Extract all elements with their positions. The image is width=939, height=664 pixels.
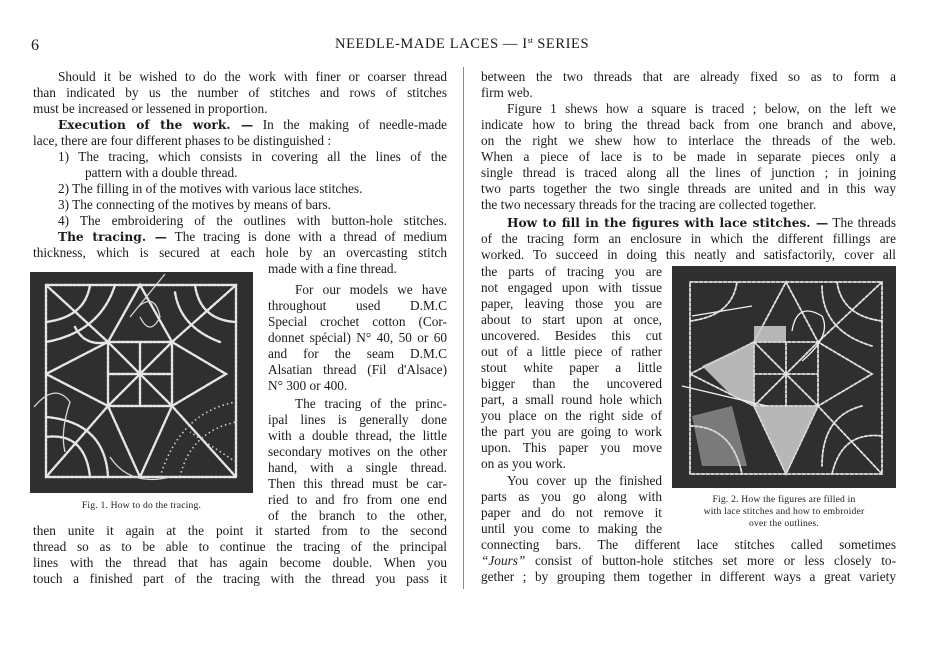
paragraph-line: stout white paper a little bbox=[481, 360, 662, 375]
paragraph-line: Alsatian thread (Fil d'Alsace) bbox=[268, 362, 447, 377]
paragraph-line: worked. To succeed in doing this neatly and satisfactorily, cover all bbox=[481, 247, 896, 262]
figure-2-caption bbox=[672, 494, 896, 530]
paragraph-line: indicate how to bring the thread back from one branch and above, bbox=[481, 117, 896, 132]
paragraph-line: paper and do not remove it bbox=[481, 505, 662, 520]
paragraph-line: The tracing of the princ- bbox=[295, 396, 447, 411]
heading-tracing: The tracing. — bbox=[58, 230, 167, 244]
paragraph-line bbox=[507, 215, 896, 231]
figure-2-drawing bbox=[672, 266, 896, 488]
paragraph-line: When a piece of lace is to be made in separate pieces only a bbox=[481, 149, 896, 164]
paragraph-line: Should it be wished to do the work with finer or coarser thread bbox=[58, 69, 447, 84]
paragraph-line: two parts together the two single threads are united and in this way bbox=[481, 181, 896, 196]
paragraph-line: parts as you go along with bbox=[481, 489, 662, 504]
series-word: SERIES bbox=[537, 36, 590, 52]
running-title-text: NEEDLE-MADE LACES — bbox=[335, 36, 518, 52]
paragraph-line: single thread is traced along all the lines of junction ; in joining bbox=[481, 165, 896, 180]
heading-execution: Execution of the work. — bbox=[58, 118, 254, 132]
paragraph-line: until you come to making the bbox=[481, 521, 662, 536]
paragraph-line: the two necessary threads for the tracing are collected together. bbox=[481, 197, 817, 212]
list-item-continuation: pattern with a double thread. bbox=[85, 165, 238, 180]
paragraph-line: firm web. bbox=[481, 85, 533, 100]
paragraph-line: gether ; by grouping them together in different ways a great variety bbox=[481, 569, 896, 584]
paragraph-line: on as you work. bbox=[481, 456, 566, 471]
paragraph-line: thickness, which is secured at each hole by an overcasting stitch bbox=[33, 245, 447, 260]
paragraph-line: of the tracing form an enclosure in which the different fillings are bbox=[481, 231, 896, 246]
paragraph-line: connecting bars. The different lace stitches called sometimes bbox=[481, 537, 896, 552]
paragraph-line: bigger than the uncovered bbox=[481, 376, 662, 391]
paragraph-line: Then this thread must be car- bbox=[268, 476, 447, 491]
lace-stitch-fillings bbox=[692, 326, 818, 474]
paragraph-line bbox=[58, 229, 447, 245]
heading-fill: How to fill in the figures with lace stitches. — bbox=[507, 216, 829, 230]
paragraph-line: made with a fine thread. bbox=[268, 261, 397, 276]
paragraph-line: out of a little piece of rather bbox=[481, 344, 662, 359]
running-title bbox=[335, 36, 589, 53]
paragraph-line: upon. This paper you move bbox=[481, 440, 662, 455]
figure-1-tracing-image bbox=[30, 272, 253, 493]
line-text: The threads bbox=[832, 215, 896, 230]
paragraph-line: lace, there are four different phases to be distinguished : bbox=[33, 133, 332, 148]
line-text: In the making of needle-made bbox=[262, 117, 447, 132]
paragraph-line: of the branch to the other, bbox=[268, 508, 447, 523]
paragraph-line: and for the seam D.M.C bbox=[268, 346, 447, 361]
paragraph-line: uncovered. Besides this cut bbox=[481, 328, 662, 343]
paragraph-line: Figure 1 shews how a square is traced ; below, on the left we bbox=[507, 101, 896, 116]
list-item: 2) The filling in of the motives with various lace stitches. bbox=[58, 181, 363, 196]
list-item: 4) The embroidering of the outlines with button-hole stitches. bbox=[58, 213, 447, 228]
paragraph-line: you place on the right side of bbox=[481, 408, 662, 423]
paragraph-line: ried to and fro from one end bbox=[268, 492, 447, 507]
line-text: The tracing is done with a thread of medium bbox=[174, 229, 447, 244]
paragraph-line: the part you are going to work bbox=[481, 424, 662, 439]
paragraph-line: on the right we shew how to interlace the threads of the web. bbox=[481, 133, 896, 148]
list-item: 1) The tracing, which consists in covering all the lines of the bbox=[58, 149, 447, 164]
series-superscript: st bbox=[527, 36, 533, 45]
paragraph-line: lines with the thread that has again become double. When you bbox=[33, 555, 447, 570]
paragraph-line: part, a small round hole which bbox=[481, 392, 662, 407]
figure-2-caption-line: over the outlines. bbox=[749, 518, 819, 529]
paragraph-line: with a double thread, the little bbox=[268, 428, 447, 443]
figure-1-caption: Fig. 1. How to do the tracing. bbox=[81, 500, 202, 511]
paragraph-line: about to start upon at once, bbox=[481, 312, 662, 327]
paragraph-line: between the two threads that are already fixed so as to form a bbox=[481, 69, 896, 84]
series-numeral: I bbox=[522, 36, 528, 52]
column-divider bbox=[463, 67, 464, 589]
figure-2-filling-image bbox=[672, 266, 896, 488]
paragraph-line: paper, leaving those you are bbox=[481, 296, 662, 311]
jours-term: “Jours” bbox=[481, 553, 526, 568]
paragraph-line: than indicated by us the number of stitches and rows of stitches bbox=[33, 85, 447, 100]
figure-2-caption-line: Fig. 2. How the figures are filled in bbox=[712, 494, 856, 505]
list-item: 3) The connecting of the motives by means of bars. bbox=[58, 197, 332, 212]
page-number: 6 bbox=[31, 37, 39, 54]
paragraph-line: must be increased or lessened in proportion. bbox=[33, 101, 268, 116]
paragraph-line: You cover up the finished bbox=[507, 473, 662, 488]
line-text: consist of button-hole stitches set more or less closely to- bbox=[534, 553, 896, 568]
paragraph-line: donnet spécial) N° 40, 50 or 60 bbox=[268, 330, 447, 345]
paragraph-line bbox=[58, 117, 447, 133]
paragraph-line: then unite it again at the point it started from to the second bbox=[33, 523, 447, 538]
paragraph-line: secondary motives on the other bbox=[268, 444, 447, 459]
figure-2-caption-line: with lace stitches and how to embroider bbox=[703, 506, 865, 517]
paragraph-line: touch a finished part of the tracing with the thread you pass it bbox=[33, 571, 447, 586]
paragraph-line: thread so as to be able to continue the tracing of the principal bbox=[33, 539, 447, 554]
paragraph-line bbox=[481, 553, 896, 569]
paragraph-line: For our models we have bbox=[295, 282, 447, 297]
paragraph-line: the parts of tracing you are bbox=[481, 264, 662, 279]
paragraph-line: Special crochet cotton (Cor- bbox=[268, 314, 447, 329]
paragraph-line: throughout used D.M.C bbox=[268, 298, 447, 313]
paragraph-line: ipal lines is generally done bbox=[268, 412, 447, 427]
figure-1-drawing bbox=[30, 272, 253, 493]
paragraph-line: hand, with a single thread. bbox=[268, 460, 447, 475]
paragraph-line: N° 300 or 400. bbox=[268, 378, 348, 393]
paragraph-line: not engaged upon with tissue bbox=[481, 280, 662, 295]
